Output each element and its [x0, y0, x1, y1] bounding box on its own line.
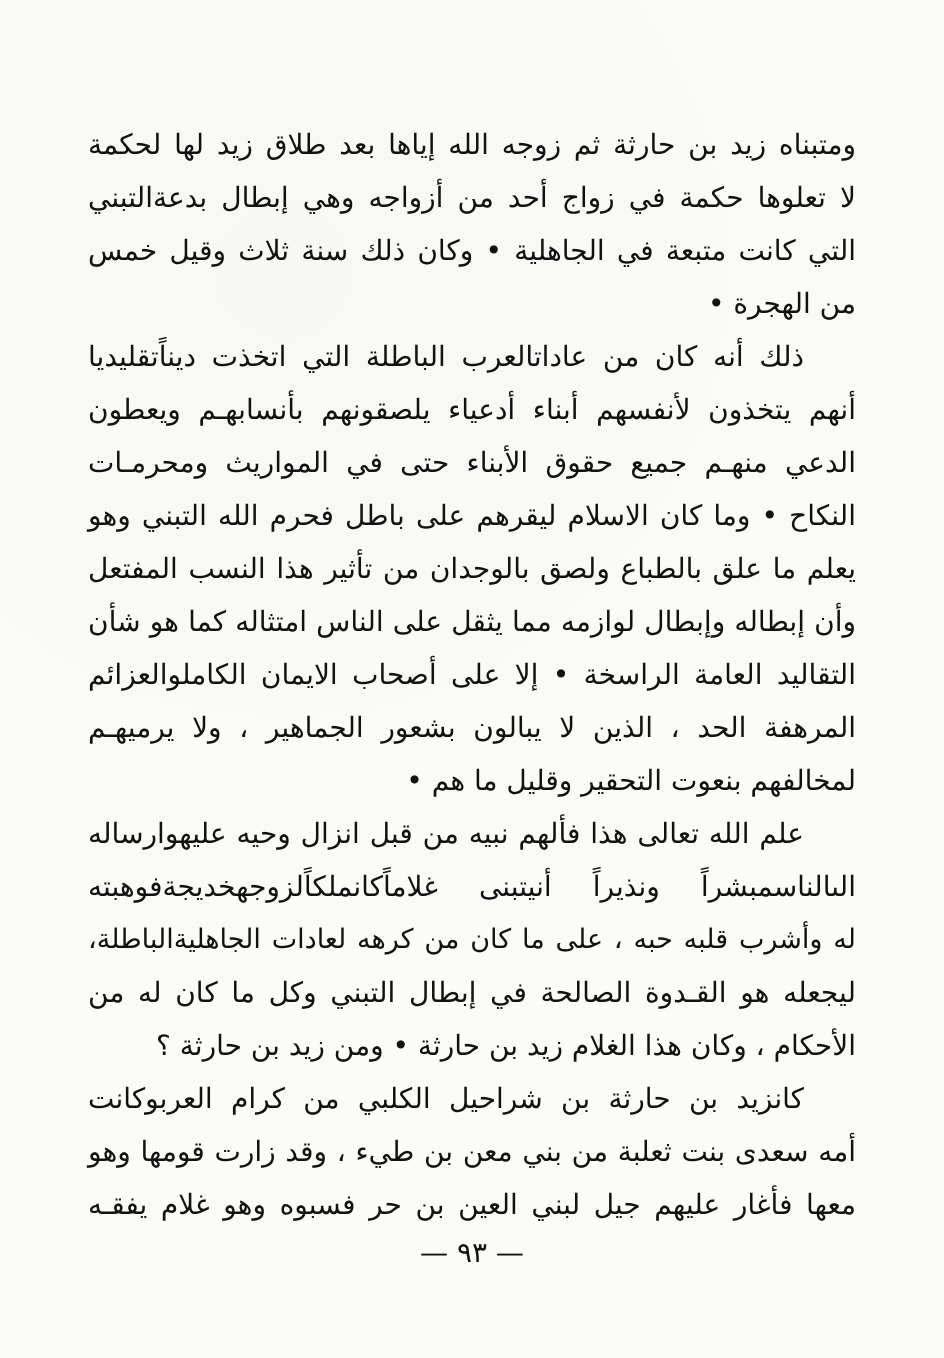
text-line: معها فأغار عليهم جيل لبني العين بن حر فسبوه وهو غلام يفقـه — [88, 1188, 856, 1221]
paragraph-1 — [88, 118, 856, 330]
text-line: ومتبناه زيد بن حارثة ثم زوجه الله إياها بعد طلاق زيد لها لحكمة — [88, 128, 856, 161]
paragraph-4 — [88, 1072, 856, 1231]
text-line: أمه سعدى بنت ثعلبة من بني معن بن طيء ، وقد زارت قومها وهو — [88, 1135, 857, 1168]
text-line: ذلك أنه كان من عاداتالعرب الباطلة التي اتخذت ديناًتقليديا — [88, 340, 804, 373]
text-line: الدعي منهـم جميع حقوق الأبناء حتى في المواريث ومحرمـات — [88, 446, 856, 479]
text-line: التي كانت متبعة في الجاهلية • وكان ذلك سنة ثلاث وقيل خمس — [88, 234, 856, 267]
text-line: له وأشرب قلبه حبه ، على ما كان من كرهه لعادات الجاهليةالباطلة، — [88, 924, 856, 955]
body-text — [88, 118, 856, 1231]
text-line: كانزيد بن حارثة بن شراحيل الكلبي من كرام العربوكانت — [88, 1082, 804, 1115]
text-line: الأحكام ، وكان هذا الغلام زيد بن حارثة • ومن زيد بن حارثة ؟ — [156, 1029, 856, 1062]
text-line: يعلم ما علق بالطباع ولصق بالوجدان من تأثير هذا النسب المفتعل — [88, 552, 856, 585]
paragraph-3 — [88, 807, 856, 1072]
text-line: ليجعله هو القـدوة الصالحة في إبطال التبني وكل ما كان له من — [88, 976, 856, 1009]
text-line: علم الله تعالى هذا فألهم نبيه من قبل انزال وحيه عليهوارساله — [88, 817, 804, 850]
text-line: لمخالفهم بنعوت التحقير وقليل ما هم • — [406, 764, 856, 797]
text-line: المرهفة الحد ، الذين لا يبالون بشعور الجماهير ، ولا يرميهـم — [88, 711, 856, 744]
text-line: الىالناسمبشراً ونذيراً أنيتبنى غلاماًكانملكاًلزوجهخديجةفوهبته — [88, 870, 856, 903]
text-line: من الهجرة • — [707, 287, 856, 320]
page-number: — ٩٣ — — [420, 1236, 524, 1269]
text-line: النكاح • وما كان الاسلام ليقرهم على باطل فحرم الله التبني وهو — [88, 499, 856, 532]
text-line: وأن إبطاله وإبطال لوازمه مما يثقل على الناس امتثاله كما هو شأن — [88, 605, 856, 638]
text-line: أنهم يتخذون لأنفسهم أبناء أدعياء يلصقونهم بأنسابهـم ويعطون — [88, 393, 856, 426]
text-line: التقاليد العامة الراسخة • إلا على أصحاب الايمان الكاملوالعزائم — [88, 658, 856, 691]
text-line: لا تعلوها حكمة في زواج أحد من أزواجه وهي إبطال بدعةالتبني — [88, 181, 856, 214]
paragraph-2 — [88, 330, 856, 807]
